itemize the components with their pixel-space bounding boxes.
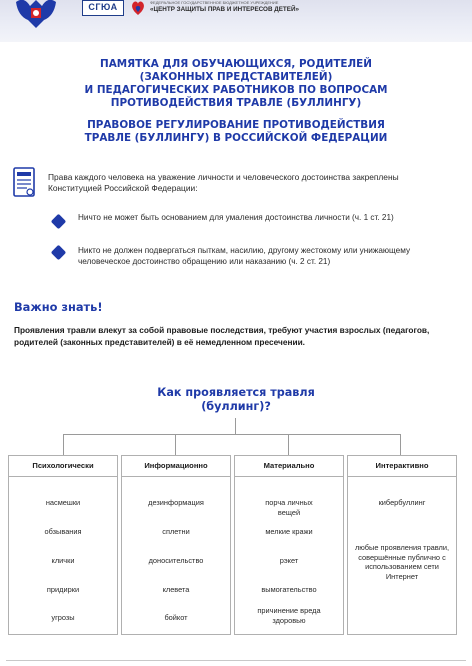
legal-title-line: ПРАВОВОЕ РЕГУЛИРОВАНИЕ ПРОТИВОДЕЙСТВИЯ (87, 119, 385, 131)
column-item: мелкие кражи (265, 527, 313, 536)
memo-title-line: ПРОТИВОДЕЙСТВИЯ ТРАВЛЕ (БУЛЛИНГУ) (110, 97, 362, 109)
question-line: Как проявляется травля (157, 386, 315, 399)
column-item: дезинформация (148, 498, 204, 507)
column-item: сплетни (162, 527, 190, 536)
column-interactive (347, 455, 457, 635)
column-item: бойкот (164, 613, 188, 622)
column-item: насмешки (45, 498, 81, 507)
memo-title-line: ПАМЯТКА ДЛЯ ОБУЧАЮЩИХСЯ, РОДИТЕЛЕЙ (100, 58, 372, 70)
question-line: (буллинг)? (201, 400, 271, 413)
column-item: угрозы (51, 613, 75, 622)
connector-stem (235, 418, 236, 434)
column-material (234, 455, 344, 635)
column-item: придирки (46, 585, 80, 594)
bullet-diamond-icon (51, 245, 67, 261)
footer-divider (6, 660, 466, 661)
column-title: Психологически (9, 456, 117, 477)
important-text: Проявления травли влекут за собой правовые последствия, требуют участия взрослых (педагогов, родителей (законных представителей) в её немедленном пресечении. (14, 325, 430, 347)
column-item: любые проявления травли, совершённые публично с использованием сети Интернет (354, 543, 450, 581)
column-item: вымогательство (261, 585, 317, 594)
coat-of-arms-icon (10, 0, 62, 34)
connector-drop (175, 434, 176, 455)
legal-title-line: ТРАВЛЕ (БУЛЛИНГУ) В РОССИЙСКОЙ ФЕДЕРАЦИИ (84, 132, 388, 144)
column-item: обзывания (44, 527, 82, 536)
connector-drop (400, 434, 401, 455)
memo-title-line: И ПЕДАГОГИЧЕСКИХ РАБОТНИКОВ ПО ВОПРОСАМ (84, 84, 388, 96)
column-item: порча личных вещей (265, 498, 313, 517)
constitution-bullet: Ничто не может быть основанием для умаления достоинства личности (ч. 1 ст. 21) (78, 213, 394, 222)
header-org-name: «ЦЕНТР ЗАЩИТЫ ПРАВ И ИНТЕРЕСОВ ДЕТЕЙ» (150, 6, 299, 13)
column-item: рэкет (279, 556, 299, 565)
bullying-question (0, 386, 472, 414)
memo-title-line: (ЗАКОННЫХ ПРЕДСТАВИТЕЛЕЙ) (139, 71, 333, 83)
memo-title (0, 58, 472, 110)
connector-drop (63, 434, 64, 455)
column-item: причинение вреда здоровью (257, 606, 321, 625)
header-bar (0, 0, 472, 42)
column-title: Интерактивно (348, 456, 456, 477)
connector-drop (288, 434, 289, 455)
connector-horizontal (63, 434, 400, 435)
center-logo-icon (130, 0, 146, 16)
column-title: Информационно (122, 456, 230, 477)
legal-title (0, 119, 472, 145)
important-heading: Важно знать! (14, 300, 103, 314)
column-psychological (8, 455, 118, 635)
column-item: кибербуллинг (378, 498, 426, 507)
column-item: доносительство (148, 556, 204, 565)
constitution-bullet: Никто не должен подвергаться пыткам, насилию, другому жестокому или унижающему человеческое достоинство обращению или наказанию (ч. 2 ст. 21) (78, 246, 411, 266)
column-item: клевета (162, 585, 190, 594)
column-title: Материально (235, 456, 343, 477)
column-informational (121, 455, 231, 635)
bullet-diamond-icon (51, 214, 67, 230)
sgua-logo: СГЮА (82, 0, 124, 16)
document-icon (12, 166, 38, 200)
header-org-type: ФЕДЕРАЛЬНОЕ ГОСУДАРСТВЕННОЕ БЮДЖЕТНОЕ УЧРЕЖДЕНИЕ (150, 0, 279, 5)
constitution-intro: Права каждого человека на уважение личности и человеческого достоинства закреплены Конституцией Российской Федерации: (48, 172, 399, 193)
column-item: клички (51, 556, 75, 565)
